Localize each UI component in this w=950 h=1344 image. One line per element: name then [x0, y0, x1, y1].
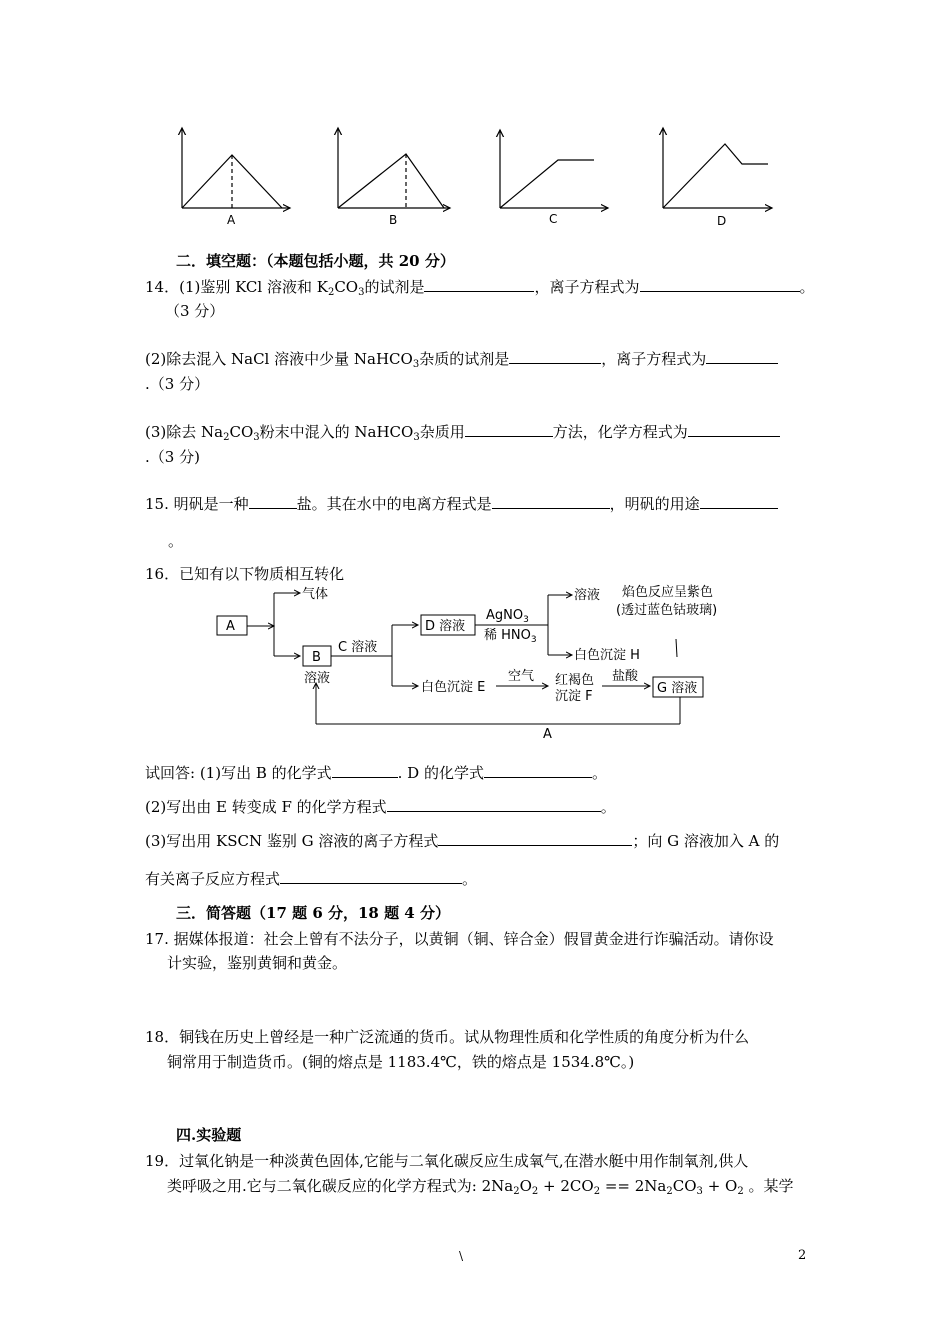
- node-solution: 溶液: [574, 588, 601, 603]
- footer-mark: \: [459, 1249, 464, 1263]
- graph-c: [500, 130, 608, 208]
- section4-title: 四.实验题: [176, 1126, 242, 1144]
- node-b: B: [312, 650, 321, 665]
- q15: 15. 明矾是一种 盐。其在水中的电离方程式是 ，明矾的用途: [145, 494, 778, 514]
- q16-kscn-blank[interactable]: [438, 831, 632, 846]
- graph-b: [338, 128, 450, 208]
- q19-line2: 类呼吸之用.它与二氧化碳反应的化学方程式为: $2Na_2O_2 + 2CO_2 == 2Na_2CO_3 + O_2$ 。某学: [167, 1177, 794, 1197]
- graph-label-a: A: [227, 213, 236, 227]
- q18-line1: 18．铜钱在历史上曾经是一种广泛流通的货币。试从物理性质和化学性质的角度分析为什么: [145, 1028, 750, 1046]
- q14-part3: (3)除去 $Na_2CO_3$粉末中混入的 NaHCO$_3$杂质用 方法，化学方程式为: [145, 422, 780, 442]
- q16-b-formula-blank[interactable]: [332, 763, 398, 778]
- q19-line1: 19．过氧化钠是一种淡黄色固体,它能与二氧化碳反应生成氧气,在潜水艇中用作制氧剂,供人: [145, 1152, 749, 1170]
- q14-part2-score: .（3 分）: [145, 375, 210, 393]
- q16-flow-diagram: [210, 583, 750, 743]
- q16-d-formula-blank[interactable]: [484, 763, 592, 778]
- q16-ionic-blank[interactable]: [280, 869, 462, 884]
- q16-answer-3-line2: 有关离子反应方程式 。: [145, 870, 478, 888]
- node-g: G 溶液: [657, 681, 698, 696]
- graphs-figure: [160, 120, 800, 230]
- q14-part2: (2)除去混入 NaCl 溶液中少量 NaHCO$_3$杂质的试剂是 ，离子方程式为: [145, 349, 778, 369]
- label-hno3: 稀 $HNO_3$: [484, 628, 537, 645]
- graph-label-b: B: [389, 213, 398, 227]
- section3-title: 三．简答题（17 题 6 分，18 题 4 分）: [176, 904, 450, 922]
- node-red-brown-2: 沉淀 F: [555, 689, 593, 704]
- graph-d: [663, 128, 772, 208]
- graph-label-c: C: [549, 212, 558, 226]
- section2-title: 二．填空题：（本题包括小题，共 20 分）: [176, 252, 455, 270]
- q15-use-blank[interactable]: [700, 494, 778, 509]
- node-white-h: 白色沉淀 H: [574, 648, 640, 663]
- label-agno3: AgNO$_3$: [486, 608, 529, 625]
- q14-3-method-blank[interactable]: [465, 422, 553, 437]
- q15-equation-blank[interactable]: [492, 494, 610, 509]
- label-flame-1: 焰色反应呈紫色: [622, 585, 714, 600]
- q18-line2: 铜常用于制造货币。(铜的熔点是 1183.4℃，铁的熔点是 1534.8℃。): [167, 1053, 635, 1071]
- node-white-e: 白色沉淀 E: [421, 680, 486, 695]
- node-red-brown-1: 红褐色: [555, 673, 595, 688]
- q15-end: 。: [168, 532, 184, 550]
- q17-line1: 17. 据媒体报道：社会上曾有不法分子，以黄铜（铜、锌合金）假冒黄金进行诈骗活动。请你设: [145, 930, 774, 948]
- label-c-solution: C 溶液: [338, 640, 378, 655]
- q14-1-equation-blank[interactable]: [640, 277, 800, 292]
- label-air: 空气: [508, 669, 535, 684]
- q14-part1-score: （3 分）: [165, 302, 225, 320]
- q14-3-equation-blank[interactable]: [688, 422, 780, 437]
- node-gas: 气体: [302, 587, 329, 602]
- node-b-solution: 溶液: [304, 671, 331, 686]
- label-a-bottom: A: [543, 727, 552, 742]
- q16-intro: 16．已知有以下物质相互转化: [145, 565, 345, 583]
- node-d: D 溶液: [425, 619, 466, 634]
- node-a: A: [226, 619, 235, 634]
- q14-2-reagent-blank[interactable]: [509, 349, 601, 364]
- page-number: 2: [798, 1248, 807, 1263]
- q16-answer-2: (2)写出由 E 转变成 F 的化学方程式 。: [145, 798, 616, 816]
- q14-part1: 14．(1)鉴别 KCl 溶液和 $K_2CO_3$的试剂是 ，离子方程式为 。: [145, 278, 815, 298]
- q16-answer-1: 试回答: (1)写出 B 的化学式 . D 的化学式 。: [145, 764, 607, 782]
- q14-1-reagent-blank[interactable]: [424, 277, 534, 292]
- q16-answer-3: (3)写出用 KSCN 鉴别 G 溶液的离子方程式 ；向 G 溶液加入 A 的: [145, 832, 780, 850]
- label-hcl: 盐酸: [612, 669, 639, 684]
- graph-a: [182, 128, 290, 208]
- q14-2-equation-blank[interactable]: [706, 349, 778, 364]
- graph-label-d: D: [717, 214, 727, 228]
- q15-salt-blank[interactable]: [249, 494, 297, 509]
- label-flame-2: (透过蓝色钴玻璃): [616, 603, 718, 618]
- q17-line2: 计实验，鉴别黄铜和黄金。: [167, 954, 348, 972]
- q16-e-to-f-blank[interactable]: [387, 797, 601, 812]
- q14-part3-score: .（3 分): [145, 448, 200, 466]
